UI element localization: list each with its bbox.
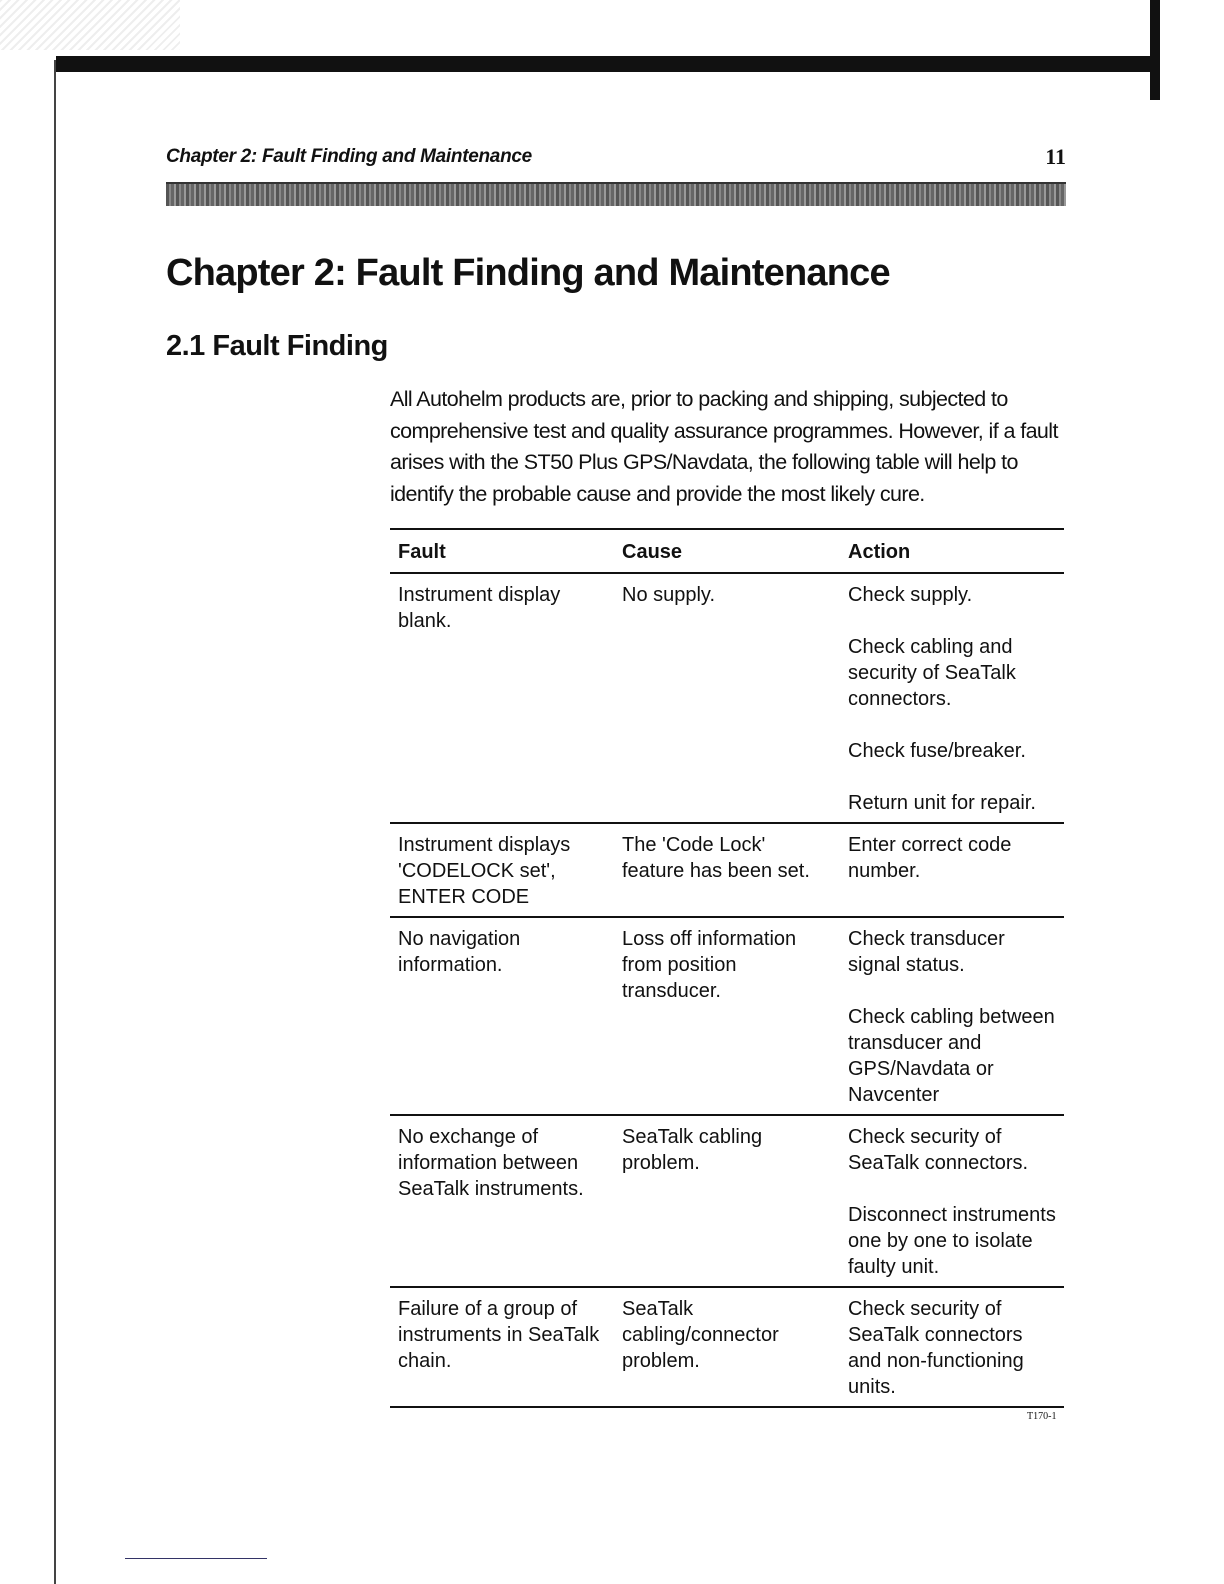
action-cell [840,1115,1064,1287]
table-row [390,917,1064,1115]
header-action: Action [840,529,1064,573]
chapter-title: Chapter 2: Fault Finding and Maintenance [166,252,890,294]
page-left-edge [54,60,56,1584]
action-item: Check fuse/breaker. [848,740,1026,762]
page-right-edge [1150,0,1160,100]
cause-cell: No supply. [614,573,840,823]
action-item: Check security of SeaTalk connectors and non-functioning units. [848,1298,1024,1398]
fault-cell: No exchange of information between SeaTalk instruments. [390,1115,614,1287]
action-item: Disconnect instruments one by one to isolate faulty unit. [848,1204,1056,1278]
section-title: 2.1 Fault Finding [166,330,388,362]
table-row [390,1115,1064,1287]
action-cell [840,823,1064,917]
cause-cell: SeaTalk cabling problem. [614,1115,840,1287]
action-cell [840,573,1064,823]
action-item: Check cabling and security of SeaTalk connectors. [848,636,1016,710]
intro-paragraph: All Autohelm products are, prior to packing and shipping, subjected to comprehensive test and quality assurance programmes. However, if a fault arises with the ST50 Plus GPS/Navdata, the following table will help to identify the probable cause and provide the most likely cure. [390,387,1058,506]
header-rule [166,182,1066,206]
action-item: Check supply. [848,584,973,606]
cause-cell: SeaTalk cabling/connector problem. [614,1287,840,1407]
page-top-border [56,56,1160,72]
action-item: Enter correct code number. [848,834,1012,882]
table-row [390,573,1064,823]
action-item: Check transducer signal status. [848,928,1005,976]
action-cell [840,917,1064,1115]
table-row [390,1287,1064,1407]
header-cause: Cause [614,529,840,573]
running-header-title: Chapter 2: Fault Finding and Maintenance [166,146,532,167]
table-header-row [390,529,1064,573]
page-number: 11 [1045,144,1066,169]
action-item: Return unit for repair. [848,792,1036,814]
fault-cell: Instrument displays 'CODELOCK set', ENTER CODE [390,823,614,917]
cause-cell: The 'Code Lock' feature has been set. [614,823,840,917]
fault-table [390,528,1064,1408]
scan-artifact [0,0,180,50]
action-item: Check security of SeaTalk connectors. [848,1126,1029,1174]
footer-rule [125,1558,267,1559]
fault-cell: No navigation information. [390,917,614,1115]
header-fault: Fault [390,529,614,573]
fault-cell: Instrument display blank. [390,573,614,823]
table-code: T170-1 [1027,1411,1057,1422]
cause-cell: Loss off information from position transducer. [614,917,840,1115]
action-cell [840,1287,1064,1407]
table-row [390,823,1064,917]
action-item: Check cabling between transducer and GPS/Navdata or Navcenter [848,1006,1055,1106]
fault-cell: Failure of a group of instruments in SeaTalk chain. [390,1287,614,1407]
running-header [166,146,1066,176]
